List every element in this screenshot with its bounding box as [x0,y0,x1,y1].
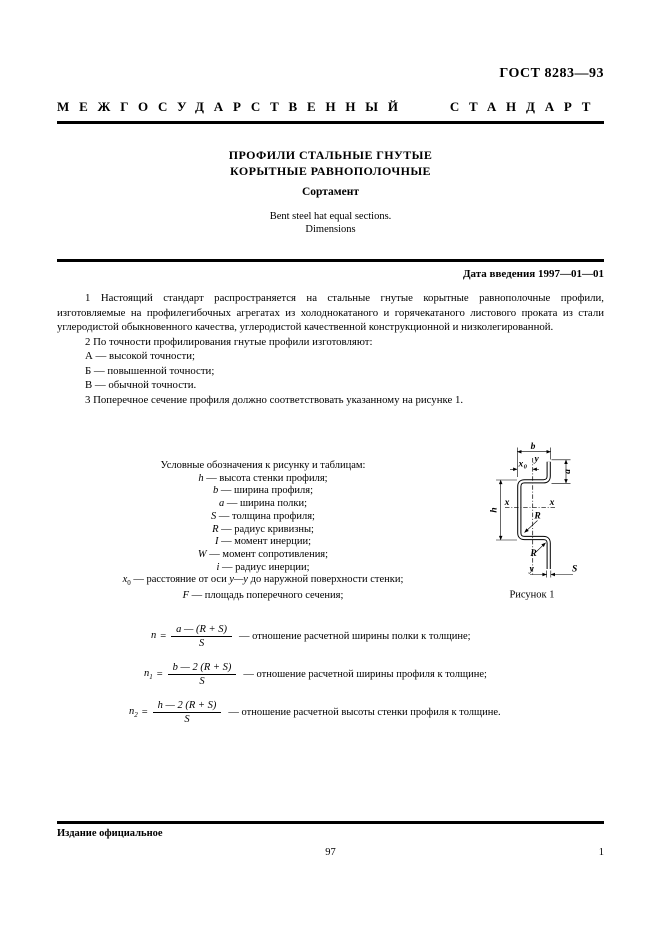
symbol-h: h [198,472,204,484]
footer-rule [57,821,604,824]
legend-item-f: F — площадь поперечного сечения; [182,590,344,602]
equals-sign: = [141,707,148,718]
dim-label-x-left: x [504,497,510,508]
page-number-center: 97 [325,847,336,858]
dim-label-r1: R [534,511,541,522]
legend [57,460,469,603]
accuracy-item-v: В — обычной точности. [85,379,197,391]
formula-n-lhs: n [151,629,157,641]
symbol-a: a [218,498,225,510]
formula-n2-lhs: n [129,705,135,717]
legend-item-a: a — ширина полки; [218,498,308,510]
effective-date: Дата введения 1997—01—01 [462,268,604,280]
figure-caption: Рисунок 1 [509,589,555,601]
symbol-r: R [212,523,219,535]
formula-n2: $n_2$ = $\frac{h — 2 (R + S)}{S}$ — отношение расчетной высоты стенки профиля к толщине. [129,700,501,725]
axis-y-y: y—y [229,574,248,586]
formula-n2-description: — отношение расчетной высоты стенки профиля к толщине. [228,707,501,718]
formula-n1-lhs: n [144,667,150,679]
figure-1-cross-section [480,430,590,605]
subtitle: Сортамент [301,186,360,198]
legend-item-x0: $x_0$ — расстояние от оси y—y до наружной поверхности стенки; [122,574,404,588]
legend-item-s: S — толщина профиля; [211,510,315,522]
section-rule [57,259,604,262]
english-title-line-2: Dimensions [305,224,356,235]
symbol-i-radius: i [216,561,220,573]
legend-title: Условные обозначения к рисунку и таблицам: [160,460,366,471]
legend-item-w: W — момент сопротивления; [197,548,329,560]
symbol-f: F [182,590,190,602]
header-rule [57,121,604,124]
title-line-2: КОРЫТНЫЕ РАВНОПОЛОЧНЫЕ [230,163,431,178]
paragraph-3: 3 Поперечное сечение профиля должно соответствовать указанному на рисунке 1. [85,393,464,406]
dim-label-x0-sub: 0 [523,463,527,471]
formula-n1-description: — отношение расчетной ширины профиля к толщине; [243,669,487,680]
equals-sign: = [160,631,167,642]
dim-label-y-bottom: y [529,564,534,575]
document-title [0,148,661,179]
symbol-x0: x [122,574,128,586]
paragraph-2: 2 По точности профилирования гнутые профили изготовляют: [85,335,373,348]
dim-label-a: a [563,469,573,474]
symbol-s: S [211,510,217,522]
paragraph-1: 1 Настоящий стандарт распространяется на стальные гнутые корытные равнополочные профили, изготовляемые на профилегибочных агрегатах из холоднокатаного и горячекатаного листового проката из стали углеродистой обыкновенного качества, углеродистой качественной конструкционной и низколегированной. [57,292,604,333]
symbol-i-moment: I [214,536,219,548]
equals-sign: = [156,669,163,680]
english-title-line-1: Bent steel hat equal sections. [269,211,392,222]
dim-label-x-right: x [549,497,555,508]
formula-n1-fraction: $\frac{b — 2 (R + S)}{S}$ [168,662,237,687]
page-number-right: 1 [598,847,604,858]
standard-type-heading: МЕЖГОСУДАРСТВЕННЫЙ СТАНДАРТ [57,99,601,114]
legend-item-h: h — высота стенки профиля; [198,472,328,484]
dim-label-s: S [572,564,578,575]
title-line-1: ПРОФИЛИ СТАЛЬНЫЕ ГНУТЫЕ [228,148,433,162]
dim-label-y-top: y [534,454,539,465]
accuracy-item-a: А — высокой точности; [85,350,195,362]
legend-item-i-moment: I — момент инерции; [214,536,311,548]
accuracy-item-b: Б — повышенной точности; [85,364,215,377]
legend-item-i-radius: i — радиус инерции; [216,561,310,573]
dim-label-h: h [489,507,500,513]
body-text [57,291,604,407]
standard-code: ГОСТ 8283—93 [499,66,604,81]
dim-label-r2: R [530,549,537,559]
english-title [0,210,661,236]
official-edition-note: Издание официальное [57,828,163,839]
symbol-b: b [212,485,219,497]
formula-n-description: — отношение расчетной ширины полки к толщине; [239,631,471,642]
legend-item-r: R — радиус кривизны; [212,523,314,535]
formula-n-fraction: $\frac{a — (R + S)}{S}$ [171,624,232,649]
dim-label-b: b [530,442,536,452]
formula-n2-fraction: $\frac{h — 2 (R + S)}{S}$ [153,700,222,725]
symbol-w: W [197,548,207,560]
formula-n [151,624,471,649]
formula-n1: $n_1$ = $\frac{b — 2 (R + S)}{S}$ — отношение расчетной ширины профиля к толщине; [144,662,487,687]
legend-item-b: b — ширина профиля; [212,485,313,497]
dim-label-x0: x [518,459,524,470]
